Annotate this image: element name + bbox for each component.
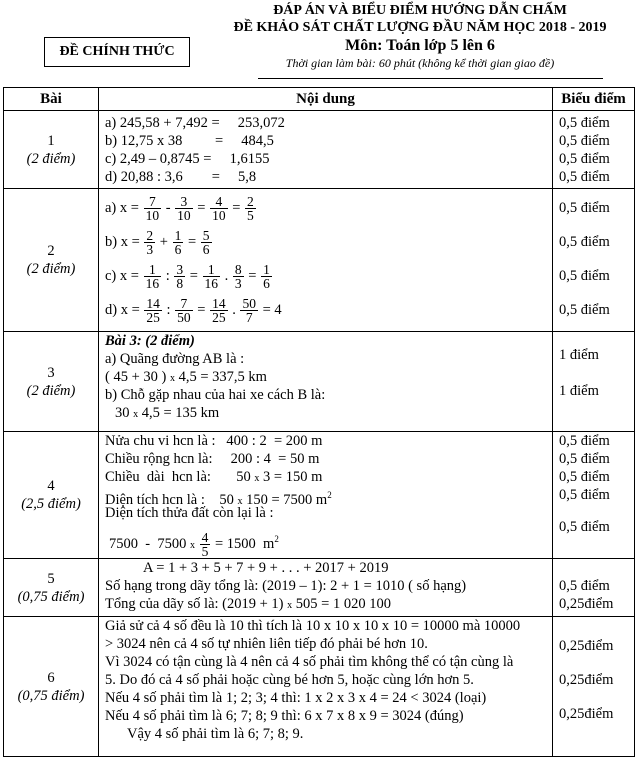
- fraction: [174, 263, 185, 290]
- text: Tổng của dãy số là: (2019 + 1): [105, 596, 284, 612]
- text: ( 45 + 30 ): [105, 369, 167, 385]
- eq-text: a) x =: [105, 200, 139, 216]
- row-scores: [553, 617, 635, 757]
- denominator: 16: [204, 276, 219, 292]
- fraction: [203, 263, 221, 290]
- score: 0,25điểm: [559, 706, 614, 722]
- content-line: Số hạng trong dãy tổng là: (2019 – 1): 2 + 1 = 1010 ( số hạng): [105, 578, 467, 594]
- content-line: [105, 595, 552, 613]
- fraction: [233, 263, 244, 290]
- eq-op: +: [159, 234, 168, 250]
- numerator: 2: [247, 194, 254, 210]
- fraction: [173, 229, 184, 256]
- score: 0,5 điểm: [559, 151, 610, 167]
- denominator: 6: [174, 242, 182, 258]
- eq-op: -: [165, 200, 171, 216]
- table-row: [4, 332, 635, 432]
- numerator: 1: [203, 263, 221, 277]
- content-line: A = 1 + 3 + 5 + 7 + 9 + . . . + 2017 + 2019: [143, 560, 389, 576]
- score: 0,5 điểm: [559, 519, 610, 535]
- score: 0,5 điểm: [559, 487, 610, 503]
- content-line: Nếu 4 số phải tìm là 6; 7; 8; 9 thì: 6 x 7 x 8 x 9 = 3024 (đúng): [105, 708, 464, 724]
- score: 0,5 điểm: [559, 133, 610, 149]
- numerator: 1: [174, 228, 182, 244]
- row-content: [99, 432, 553, 559]
- numerator: 4: [210, 195, 228, 209]
- times-sign: x: [287, 600, 293, 611]
- fraction: [200, 531, 211, 558]
- numerator: 5: [202, 228, 210, 244]
- score: 0,5 điểm: [559, 268, 610, 284]
- row-number: 5: [47, 570, 55, 587]
- denominator: 7: [245, 310, 253, 326]
- row-content: [99, 111, 553, 189]
- content-line: [105, 368, 552, 386]
- times-sign: x: [237, 495, 243, 507]
- content-line: a) Quãng đường AB là :: [105, 351, 245, 367]
- fraction: [240, 297, 258, 324]
- content-line: Nếu 4 số phải tìm là 1; 2; 3; 4 thì: 1 x 2 x 3 x 4 = 24 < 3024 (loại): [105, 690, 487, 706]
- row-label: [4, 617, 99, 757]
- text: 4,5 = 337,5 km: [178, 369, 267, 385]
- answer-table: [3, 87, 635, 757]
- eq-op: .: [232, 302, 236, 318]
- numerator: 1: [144, 263, 162, 277]
- content-line: [105, 486, 552, 508]
- content-line: [105, 404, 552, 422]
- header-title: ĐÁP ÁN VÀ BIỂU ĐIỂM HƯỚNG DẪN CHẤM: [273, 3, 567, 18]
- score: 0,5 điểm: [559, 169, 610, 185]
- score: 0,25điểm: [559, 672, 614, 688]
- equation-c: [105, 259, 552, 293]
- eq-op: .: [224, 268, 229, 284]
- times-sign: x: [254, 473, 260, 484]
- row-scores: [553, 111, 635, 189]
- eq-op: :: [166, 302, 171, 318]
- equation-d: [105, 293, 552, 327]
- row-number: 4: [47, 478, 55, 494]
- table-header-row: [4, 88, 635, 111]
- eq-text: b) x =: [105, 234, 140, 250]
- numerator: 14: [212, 296, 226, 312]
- row-points: (2 điểm): [26, 382, 76, 399]
- numerator: 3: [175, 195, 193, 209]
- score: 0,5 điểm: [559, 451, 610, 467]
- numerator: 4: [201, 530, 209, 545]
- row-label: [4, 432, 99, 559]
- fraction: [201, 229, 212, 256]
- content-line: Diện tích thửa đất còn lại là :: [105, 505, 274, 521]
- content-line: [105, 522, 552, 559]
- score: 0,5 điểm: [559, 469, 610, 485]
- header-subtitle: ĐỀ KHẢO SÁT CHẤT LƯỢNG ĐẦU NĂM HỌC 2018 - 2019: [233, 20, 607, 35]
- text: 7500 - 7500: [109, 535, 187, 552]
- table-row: [4, 432, 635, 559]
- header-subject: Môn: Toán lớp 5 lên 6: [345, 37, 495, 54]
- eq-op: =: [232, 200, 241, 216]
- superscript: 2: [327, 490, 332, 500]
- eq-text: d) x =: [105, 302, 140, 318]
- row-points: (0,75 điểm): [17, 687, 85, 704]
- text: 3 = 150 m: [263, 469, 323, 485]
- text: Diện tích hcn là : 50: [105, 491, 234, 508]
- content-line: a) 245,58 + 7,492 = 253,072: [105, 115, 285, 131]
- content-line: Vì 3024 có tận cùng là 4 nên cả 4 số phải tìm không thể có tận cùng là: [105, 654, 514, 670]
- eq-op: =: [189, 268, 198, 284]
- eq-op: =: [197, 200, 206, 216]
- col-bai: Bài: [4, 88, 99, 111]
- row-number: 3: [47, 364, 55, 381]
- denominator: 5: [247, 208, 254, 224]
- denominator: 10: [177, 208, 191, 224]
- superscript: 2: [274, 534, 279, 544]
- header-time: Thời gian làm bài: 60 phút (không kể thời gian giao đề): [285, 56, 555, 70]
- denominator: 3: [146, 242, 154, 258]
- row-label: [4, 559, 99, 617]
- times-sign: x: [133, 409, 139, 420]
- content-line: Nửa chu vi hcn là : 400 : 2 = 200 m: [105, 433, 323, 449]
- text: 505 = 1 020 100: [295, 596, 391, 612]
- row-label: [4, 111, 99, 189]
- fraction: [175, 297, 193, 324]
- fraction: [144, 297, 162, 324]
- times-sign: x: [169, 373, 175, 384]
- eq-text: 4: [274, 302, 282, 318]
- eq-op: =: [262, 302, 271, 318]
- fraction: [144, 263, 162, 290]
- official-exam-box: ĐỀ CHÍNH THỨC: [44, 37, 190, 67]
- numerator: 3: [176, 262, 184, 278]
- fraction: [210, 195, 228, 222]
- denominator: 25: [212, 310, 226, 326]
- score: 0,5 điểm: [559, 200, 610, 216]
- row-scores: [553, 332, 635, 432]
- row-points: (0,75 điểm): [17, 588, 85, 605]
- score: 0,5 điểm: [559, 115, 610, 131]
- content-line: d) 20,88 : 3,6 = 5,8: [105, 169, 257, 185]
- denominator: 8: [176, 276, 184, 292]
- times-sign: x: [189, 539, 195, 551]
- eq-op: =: [197, 302, 206, 318]
- content-line: 5. Do đó cả 4 số phải hoặc cùng bé hơn 5, hoặc cùng lớn hơn 5.: [105, 672, 474, 688]
- row-scores: [553, 189, 635, 332]
- content-line: b) 12,75 x 38 = 484,5: [105, 133, 274, 149]
- row-points: (2 điểm): [26, 150, 76, 167]
- fraction: [175, 195, 193, 222]
- row-label: [4, 332, 99, 432]
- eq-op: =: [248, 268, 257, 284]
- equation-b: [105, 225, 552, 259]
- content-line: > 3024 nên cả 4 số tự nhiên liên tiếp đó phải bé hơn 10.: [105, 636, 428, 652]
- text: = 1500 m: [214, 535, 275, 552]
- eq-text: c) x =: [105, 268, 139, 284]
- row-number: 6: [47, 669, 55, 686]
- fraction: [210, 297, 228, 324]
- content-line: b) Chỗ gặp nhau của hai xe cách B là:: [105, 387, 326, 403]
- eq-op: =: [187, 234, 197, 250]
- row-content: [99, 332, 553, 432]
- fraction: [245, 195, 256, 222]
- score: 0,5 điểm: [559, 578, 610, 594]
- numerator: 50: [242, 296, 256, 312]
- score: 1 điểm: [559, 383, 599, 399]
- denominator: 6: [263, 276, 270, 292]
- section-title: Bài 3: (2 điểm): [105, 333, 195, 349]
- numerator: 1: [263, 262, 270, 278]
- table-row: [4, 189, 635, 332]
- denominator: 6: [202, 242, 210, 258]
- fraction: [144, 229, 155, 256]
- score: 0,5 điểm: [559, 433, 610, 449]
- table-row: [4, 111, 635, 189]
- content-line: c) 2,49 – 0,8745 = 1,6155: [105, 151, 270, 167]
- denominator: 3: [234, 276, 242, 292]
- score: 0,5 điểm: [559, 234, 610, 250]
- equation-a: [105, 191, 552, 225]
- text: 150 = 7500 m: [246, 491, 328, 508]
- row-label: [4, 189, 99, 332]
- score: 0,25điểm: [559, 596, 614, 612]
- denominator: 16: [145, 276, 160, 292]
- eq-op: :: [165, 268, 170, 284]
- score: 0,25điểm: [559, 638, 614, 654]
- numerator: 7: [144, 195, 162, 209]
- table-row: [4, 559, 635, 617]
- row-scores: [553, 432, 635, 559]
- row-content: [99, 559, 553, 617]
- fraction: [144, 195, 162, 222]
- row-content: [99, 189, 553, 332]
- row-points: (2,5 điểm): [21, 496, 81, 512]
- table-row: [4, 617, 635, 757]
- row-scores: [553, 559, 635, 617]
- row-content: [99, 617, 553, 757]
- row-number: 2: [47, 243, 55, 259]
- text: 30: [115, 405, 130, 421]
- denominator: 25: [146, 310, 160, 326]
- denominator: 10: [212, 208, 226, 224]
- fraction: [261, 263, 272, 290]
- text: 4,5 = 135 km: [141, 405, 220, 421]
- content-line: Chiều rộng hcn là: 200 : 4 = 50 m: [105, 451, 320, 467]
- row-points: (2 điểm): [26, 261, 76, 277]
- content-line: Vậy 4 số phải tìm là 6; 7; 8; 9.: [127, 726, 304, 742]
- numerator: 14: [146, 296, 160, 312]
- denominator: 50: [177, 310, 191, 326]
- score: 1 điểm: [559, 347, 599, 363]
- row-number: 1: [47, 132, 55, 149]
- col-points: Biểu điểm: [553, 88, 635, 111]
- numerator: 7: [175, 297, 193, 311]
- header-divider: [258, 78, 603, 79]
- content-line: Giả sử cả 4 số đều là 10 thì tích là 10 x 10 x 10 x 10 = 10000 mà 10000: [105, 618, 521, 634]
- col-content: Nội dung: [99, 88, 553, 111]
- numerator: 2: [146, 228, 154, 244]
- denominator: 10: [145, 208, 160, 224]
- numerator: 8: [234, 262, 242, 278]
- denominator: 5: [201, 544, 209, 559]
- score: 0,5 điểm: [559, 302, 610, 318]
- text: Chiều dài hcn là: 50: [105, 469, 251, 485]
- content-line: [105, 468, 552, 486]
